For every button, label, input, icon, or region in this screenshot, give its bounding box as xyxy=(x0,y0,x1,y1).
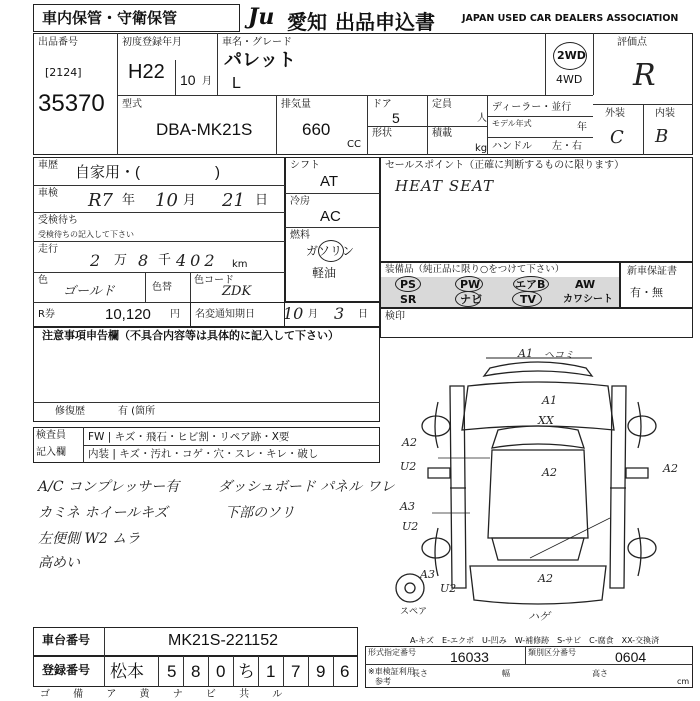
storage-tag: 車内保管・守衛保管 xyxy=(42,9,178,27)
mileage-man-unit: 万 xyxy=(114,253,128,268)
model-label: 車名・グレード xyxy=(222,37,292,48)
inspection-year: R7 xyxy=(88,190,114,211)
notice-month-unit: 月 xyxy=(308,309,318,320)
displacement-value: 660 xyxy=(302,120,331,139)
reg-char-2: 8 xyxy=(191,662,201,681)
warranty-value: 有・無 xyxy=(630,286,663,299)
shift-label: シフト xyxy=(290,160,320,171)
dealer-label: ディーラー・並行 xyxy=(492,102,572,113)
hand-note-6: 高めい xyxy=(38,555,80,571)
hand-note-3: カミネ ホイールキズ xyxy=(38,505,168,521)
handle-lr: 左・右 xyxy=(552,141,582,152)
reg-char-5: 1 xyxy=(266,662,276,681)
form-title: 出品申込書 xyxy=(335,10,435,34)
inspection-year-unit: 年 xyxy=(122,193,136,208)
diagram-mark-u2-bottom: U2 xyxy=(440,582,457,595)
notice-label: 名変通知期日 xyxy=(195,309,255,320)
reg-char-8: 6 xyxy=(340,662,350,681)
repair-label: 修復歴 xyxy=(55,406,85,417)
mileage-sen-unit: 千 xyxy=(158,253,172,268)
drive-4wd: 4WD xyxy=(556,73,583,86)
diagram-mark-xx: XX xyxy=(538,414,554,427)
repair-value: 有 (箇所 xyxy=(118,406,156,417)
interior-score: B xyxy=(655,126,669,147)
diagram-mark-dent: ヘコミ xyxy=(544,350,574,361)
interior-label: 内装 xyxy=(655,108,675,119)
color-code-label: 色コード xyxy=(194,275,234,286)
sales-point-block xyxy=(380,157,693,262)
top-info-block xyxy=(33,33,693,155)
mileage-sen: 8 xyxy=(138,251,149,270)
evaluation-label: 評価点 xyxy=(617,37,647,48)
diagram-mark-a2-right: A2 xyxy=(663,462,678,475)
handle-label: ハンドル xyxy=(492,141,532,152)
first-reg-label: 初度登録年月 xyxy=(122,37,182,48)
first-reg-year: H22 xyxy=(128,61,165,83)
diagram-mark-hage: ハゲ xyxy=(528,610,550,623)
first-reg-month: 10 xyxy=(180,72,196,88)
displacement-unit: CC xyxy=(347,139,361,150)
reg-char-6: 7 xyxy=(291,662,301,681)
aircon-value: AC xyxy=(320,208,341,225)
equip-airbag-circle xyxy=(513,276,549,292)
shift-value: AT xyxy=(320,173,339,190)
equipment-label: 装備品（純正品に限り○をつけて下さい） xyxy=(385,264,565,275)
chassis-label: 車台番号 xyxy=(42,633,91,647)
notes-label: 注意事項申告欄（不具合内容等は具体的に記入して下さい） xyxy=(42,329,339,342)
warranty-label: 新車保証書 xyxy=(627,266,677,277)
lot-number: 35370 xyxy=(38,90,105,117)
notice-month: 10 xyxy=(283,304,304,323)
diagram-mark-a3-left: A3 xyxy=(400,500,415,513)
diagram-mark-a2-rear: A2 xyxy=(538,572,553,585)
chassis-value: MK21S-221152 xyxy=(168,632,278,649)
aircon-label: 冷房 xyxy=(290,196,310,207)
fuel-label: 燃料 xyxy=(290,230,310,241)
inspector-stamp-box xyxy=(380,308,693,338)
spec-width: 幅 xyxy=(502,669,510,678)
sales-point-label: セールスポイント（正確に判断するものに限ります） xyxy=(385,160,625,171)
capacity-unit: 人 xyxy=(477,113,487,124)
color-value: ゴールド xyxy=(63,284,115,299)
shape-label: 形状 xyxy=(372,128,392,139)
mileage-unit: km xyxy=(232,259,248,270)
registration-label: 登録番号 xyxy=(42,663,91,677)
load-unit: kg xyxy=(475,143,488,154)
color-code: ZDK xyxy=(222,284,252,299)
inspection-month-unit: 月 xyxy=(183,193,197,208)
type-label: 型式 xyxy=(122,99,142,110)
lot-label: 出品番号 xyxy=(38,37,78,48)
spec-height: 高さ xyxy=(592,669,608,678)
equip-aw: AW xyxy=(575,278,596,291)
notice-day-unit: 日 xyxy=(358,309,368,320)
lot-small: [2124] xyxy=(45,66,82,79)
diagram-mark-a1-top: A1 xyxy=(518,347,533,360)
diagram-mark-a2-left: A2 xyxy=(402,436,417,449)
notice-day: 3 xyxy=(334,304,345,323)
hand-note-5: 左便側 W2 ムラ xyxy=(38,531,141,547)
bottom-strip: ゴ 備 ア 黄 ナ ビ 共 ル xyxy=(40,689,293,700)
reg-char-7: 9 xyxy=(316,662,326,681)
inspector-label: 検印 xyxy=(385,311,405,322)
exterior-score: C xyxy=(610,127,624,148)
equip-pw-circle xyxy=(455,276,483,292)
reg-char-1: 5 xyxy=(167,662,177,681)
spec-class-value: 0604 xyxy=(615,649,647,665)
equip-ps-circle xyxy=(395,276,421,292)
mileage-label: 走行 xyxy=(38,244,58,255)
fuel-diesel: 軽油 xyxy=(312,266,337,280)
diagram-legend: A-キズ E-エクボ U-凹み W-補修跡 S-サビ C-腐食 XX-交換済 xyxy=(410,636,660,645)
equip-sr: SR xyxy=(400,293,417,306)
inspection-month: 10 xyxy=(155,190,178,211)
model-name: パレット xyxy=(224,50,296,70)
spec-ref: 参考 xyxy=(375,677,391,686)
diagram-mark-a2-roof: A2 xyxy=(542,466,557,479)
inspection-day-unit: 日 xyxy=(255,193,269,208)
ju-logo: Ju xyxy=(248,4,275,30)
equip-navi: ナビ xyxy=(460,293,482,306)
checker-label-2: 記入欄 xyxy=(36,447,66,458)
received-note: 受検待ちの記入して下さい xyxy=(38,230,134,239)
color-label: 色 xyxy=(38,275,48,286)
spec-unit: cm xyxy=(677,677,690,686)
inspection-label: 車検 xyxy=(38,188,58,199)
r-ticket-unit: 円 xyxy=(170,309,180,320)
diagram-mark-a3-rear: A3 xyxy=(420,568,435,581)
r-ticket-label: R券 xyxy=(38,309,55,320)
registration-area: 松本 xyxy=(110,662,144,681)
mileage-man: 2 xyxy=(90,251,101,270)
drive-2wd: 2WD xyxy=(557,49,586,62)
evaluation-score: R xyxy=(633,58,656,93)
diagram-mark-a1-hood: A1 xyxy=(542,394,557,407)
doors-label: ドア xyxy=(372,99,392,110)
fuel-gas: ガソリン xyxy=(306,244,355,258)
spec-class-label: 類別区分番号 xyxy=(528,648,576,657)
equip-tv: TV xyxy=(520,293,537,306)
hand-note-2: ダッシュボード パネル ワレ xyxy=(218,479,395,495)
mileage-rest: 402 xyxy=(176,251,219,270)
checker-row-1: FW | キズ・飛石・ヒビ割・リペア跡・X要 xyxy=(88,431,290,443)
equip-ps: PS xyxy=(400,278,416,291)
equip-tv-circle xyxy=(512,291,542,307)
model-year-unit: 年 xyxy=(577,122,587,133)
received-label: 受検待ち xyxy=(38,215,78,226)
hand-note-4: 下部のソリ xyxy=(225,505,295,521)
inspection-day: 21 xyxy=(222,190,245,211)
sales-point-value: HEAT SEAT xyxy=(395,177,495,195)
displacement-label: 排気量 xyxy=(281,99,311,110)
reg-char-4: ち xyxy=(238,662,255,681)
diagram-mark-u2-rear: U2 xyxy=(402,520,419,533)
reg-char-3: 0 xyxy=(216,662,226,681)
capacity-label: 定員 xyxy=(432,99,452,110)
equip-airbag: エアB xyxy=(515,278,546,291)
model-grade: L xyxy=(232,75,241,92)
checker-row-2: 内装 | キズ・汚れ・コゲ・穴・スレ・キレ・破し xyxy=(88,448,319,460)
spec-type-value: 16033 xyxy=(450,649,489,665)
r-ticket-value: 10,120 xyxy=(105,306,151,323)
exterior-label: 外装 xyxy=(605,108,625,119)
equip-seat: カワシート xyxy=(563,294,613,305)
model-year-label: モデル年式 xyxy=(492,119,532,128)
brand-name: 愛知 xyxy=(287,10,327,34)
spare-label: スペア xyxy=(400,607,428,617)
spec-cert: ※車検証利用 xyxy=(368,667,415,676)
hand-note-1: A/C コンプレッサー有 xyxy=(38,479,180,495)
history-label: 車歴 xyxy=(38,160,58,171)
type-value: DBA-MK21S xyxy=(156,120,253,139)
load-label: 積載 xyxy=(432,128,452,139)
checker-label-1: 検査員 xyxy=(36,430,66,441)
first-reg-month-unit: 月 xyxy=(202,76,212,87)
car-diagram xyxy=(380,338,693,628)
doors-value: 5 xyxy=(392,110,400,126)
equip-pw: PW xyxy=(460,278,481,291)
association-name: JAPAN USED CAR DEALERS ASSOCIATION xyxy=(462,13,679,24)
spec-type-label: 形式指定番号 xyxy=(368,648,416,657)
diagram-mark-u2-left: U2 xyxy=(400,460,417,473)
history-value: 自家用・( ) xyxy=(75,164,220,181)
spec-length: 長さ xyxy=(412,669,428,678)
color-change-label: 色替 xyxy=(152,282,172,293)
equip-navi-circle xyxy=(455,291,481,307)
